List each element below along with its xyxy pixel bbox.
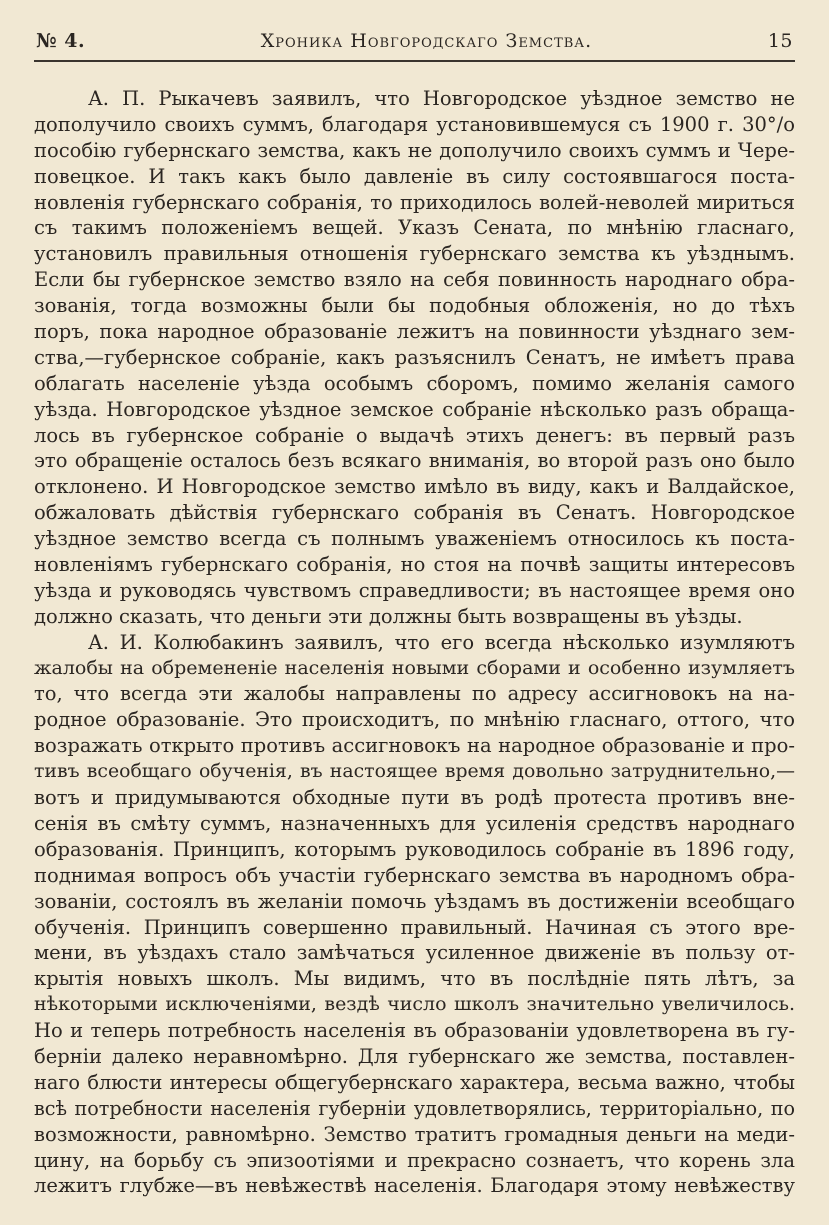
text-line: зованія, тогда возможны были бы подобныя обложенія, но до тѣхъ	[34, 294, 795, 318]
text-line: лось въ губернское собраніе о выдачѣ этихъ денегъ: въ первый разъ	[34, 423, 795, 447]
text-line: всѣ потребности населенія губерніи удовлетворялись, территоріально, по	[34, 1096, 795, 1120]
text-line: возможности, равномѣрно. Земство тратитъ громадныя деньги на меди-	[34, 1122, 795, 1146]
text-line: обученія. Принципъ совершенно правильный. Начиная съ этого вре-	[34, 915, 795, 939]
text-line: пособію губернскаго земства, какъ не дополучило своихъ суммъ и Чере-	[34, 138, 795, 162]
text-line: должно сказать, что деньги эти должны быть возвращены въ уѣзды.	[34, 604, 743, 628]
text-line: то, что всегда эти жалобы направлены по адресу ассигновокъ на на-	[34, 682, 795, 706]
text-line: нѣкоторыми исключеніями, вездѣ число школъ значительно увеличилось.	[34, 993, 795, 1016]
text-line: мени, въ уѣздахъ стало замѣчаться усиленное движеніе въ пользу от-	[34, 941, 795, 965]
text-line: вотъ и придумываются обходные пути въ родѣ протеста противъ вне-	[34, 786, 795, 810]
text-line: зованіи, состоялъ въ желаніи помочь уѣздамъ въ достиженіи всеобщаго	[34, 889, 795, 913]
text-line: Но и теперь потребность населенія въ образованіи удовлетворена въ гу-	[34, 1019, 795, 1043]
text-line: ства,—губернское собраніе, какъ разъяснилъ Сенатъ, не имѣетъ права	[34, 345, 795, 369]
text-line: новленіямъ губернскаго собранія, но стоя на почвѣ защиты интересовъ	[34, 553, 795, 577]
text-line: А. И. Колюбакинъ заявилъ, что его всегда нѣсколько изумляютъ	[88, 630, 795, 654]
text-line: дополучило своихъ суммъ, благодаря установившемуся съ 1900 г. 30°/о	[34, 112, 795, 136]
text-line: Если бы губернское земство взяло на себя повинность народнаго обра-	[34, 268, 795, 292]
text-line: А. П. Рыкачевъ заявилъ, что Новгородское уѣздное земство не	[88, 87, 795, 110]
text-line: уѣздное земство всегда съ полнымъ уваженіемъ относилось къ поста-	[34, 527, 795, 551]
text-line: это обращеніе осталось безъ всякаго вниманія, во второй разъ оно было	[34, 449, 795, 473]
text-line: лежитъ глубже—въ невѣжествѣ населенія. Благодаря этому невѣжеству	[34, 1174, 795, 1198]
text-line: уѣзда и руководясь чувствомъ справедливости; въ настоящее время оно	[34, 578, 795, 602]
text-line: новленія губернскаго собранія, то приходилось волей-неволей мириться	[34, 190, 795, 214]
text-line: берніи далеко неравномѣрно. Для губернскаго же земства, поставлен-	[34, 1044, 795, 1068]
issue-number: № 4.	[36, 30, 86, 52]
text-line: сенія въ смѣту суммъ, назначенныхъ для усиленія средствъ народнаго	[34, 811, 795, 835]
text-line: цину, на борьбу съ эпизоотіями и прекрасно сознаетъ, что корень зла	[34, 1148, 795, 1172]
text-line: установилъ правильныя отношенія губернскаго земства къ уѣзднымъ.	[34, 242, 795, 266]
text-line: возражать открыто противъ ассигновокъ на народное образованіе и про-	[34, 734, 795, 758]
text-line: отклонено. И Новгородское земство имѣло въ виду, какъ и Валдайское,	[34, 475, 795, 499]
text-line: поднимая вопросъ объ участіи губернскаго земства въ народномъ обра-	[34, 863, 795, 887]
text-line: поръ, пока народное образованіе лежитъ на повинности уѣзднаго зем-	[34, 320, 795, 344]
text-line: родное образованіе. Это происходитъ, по мнѣнію гласнаго, оттого, что	[34, 708, 795, 732]
running-header	[34, 30, 795, 62]
text-line: образованія. Принципъ, которымъ руководилось собраніе въ 1896 году,	[34, 837, 795, 861]
text-line: крытія новыхъ школъ. Мы видимъ, что въ послѣдніе пять лѣтъ, за	[34, 967, 795, 991]
text-body	[34, 86, 795, 1199]
running-title: Хроника Новгородскаго Земства.	[260, 30, 593, 52]
text-line: повецкое. И такъ какъ было давленіе въ силу состоявшагося поста-	[34, 164, 795, 188]
text-line: уѣзда. Новгородское уѣздное земское собраніе нѣсколько разъ обраща-	[34, 397, 795, 421]
text-line: наго блюсти интересы общегубернскаго характера, весьма важно, чтобы	[34, 1070, 795, 1094]
text-line: жалобы на обремененіе населенія новыми сборами и особенно изумляетъ	[34, 656, 795, 679]
text-line: облагать населеніе уѣзда особымъ сборомъ, помимо желанія самого	[34, 371, 795, 395]
text-line: обжаловать дѣйствія губернскаго собранія въ Сенатъ. Новгородское	[34, 501, 795, 525]
text-line: тивъ всеобщаго обученія, въ настоящее время довольно затруднительно,—	[34, 761, 795, 783]
page-number: 15	[767, 30, 793, 52]
text-line: съ такимъ положеніемъ вещей. Указъ Сената, по мнѣнію гласнаго,	[34, 216, 795, 240]
